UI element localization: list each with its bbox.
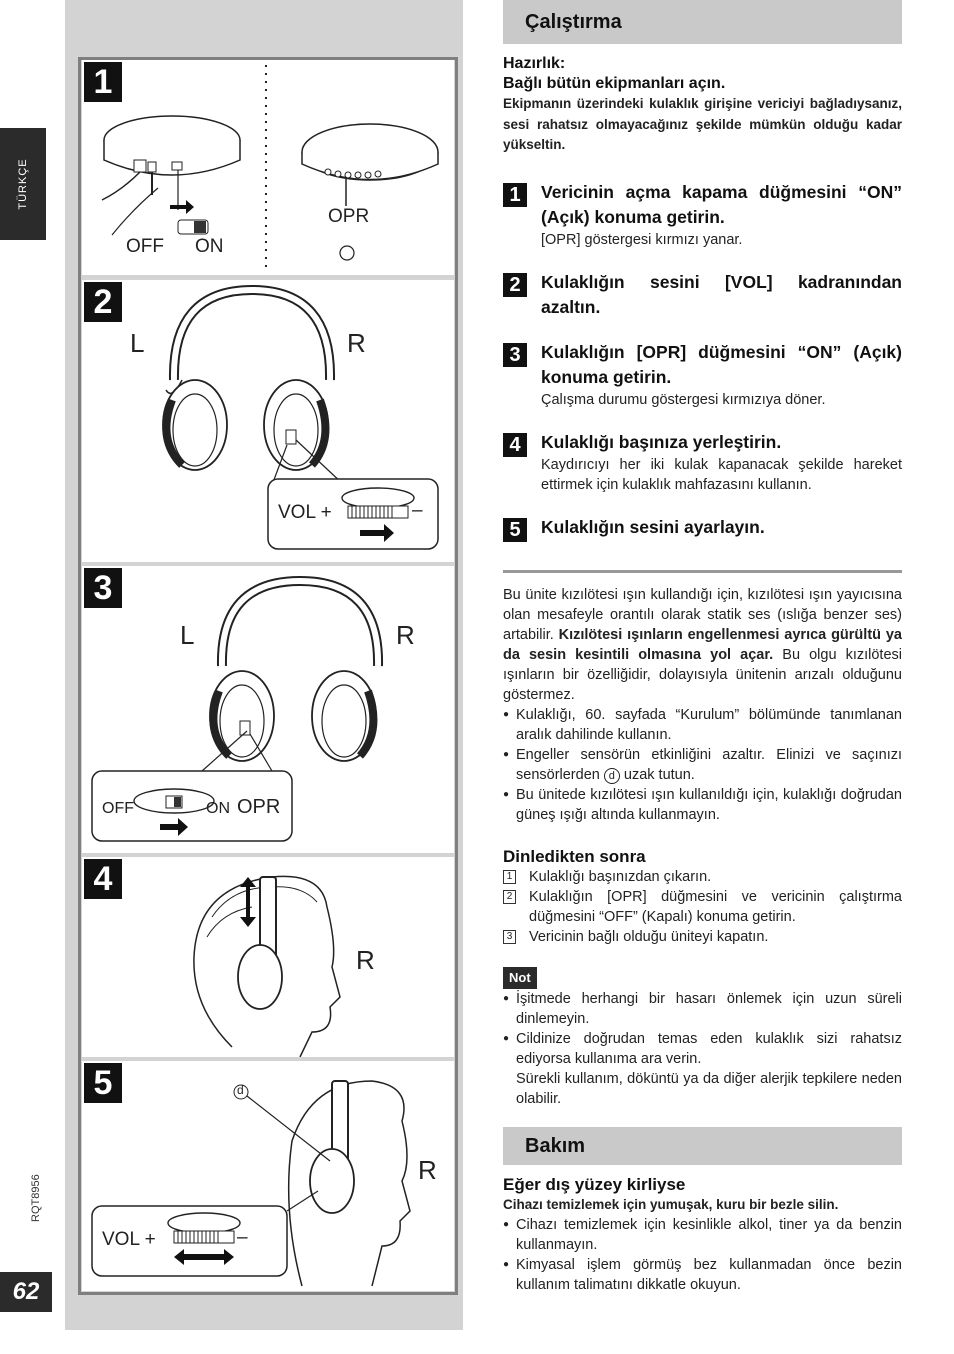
step-number-3: 3: [503, 343, 527, 367]
switch-off-label: OFF: [126, 236, 164, 257]
vol-minus-label: –: [237, 1227, 248, 1248]
info-bullet-2: [503, 745, 902, 785]
page-number: 62: [0, 1272, 52, 1312]
note-badge: Not: [503, 967, 537, 989]
step-number-5: 5: [503, 518, 527, 542]
right-ear-label: R: [356, 945, 375, 975]
switch-on-label: ON: [195, 236, 224, 257]
after-item-text: Kulaklığı başınızdan çıkarın.: [529, 868, 712, 885]
info-bullet-2-text: Engeller sensörün etkinliğini azaltır. Elinizi ve saçınızı sensörlerden: [516, 746, 902, 783]
info-text-bold: Kızılötesi ışınların engellenmesi ayrıca gürültü ya da sesin kesintili olmasına yol açar.: [503, 626, 902, 663]
right-ear-label: R: [418, 1155, 437, 1185]
vol-plus-label: VOL +: [278, 502, 332, 523]
step-1-title: Vericinin açma kapama düğmesini “ON” (Açık) konuma getirin.: [541, 181, 902, 227]
figure-number-3: 3: [84, 568, 122, 608]
language-tab: [0, 128, 46, 240]
prep-heading: Hazırlık:: [503, 55, 566, 72]
after-item-3: [503, 927, 902, 947]
after-item-number: 1: [503, 870, 516, 884]
step-4-title: Kulaklığı başınıza yerleştirin.: [541, 431, 782, 452]
after-item-1: [503, 867, 902, 887]
step-5-title: Kulaklığın sesini ayarlayın.: [541, 516, 765, 537]
step-number-1: 1: [503, 183, 527, 207]
after-item-2: [503, 887, 902, 927]
figure-number-1: 1: [84, 62, 122, 102]
note-extra: Sürekli kullanım, döküntü ya da diğer alerjik tepkilere neden olabilir.: [516, 1070, 902, 1107]
operation-section-title: Çalıştırma: [503, 0, 902, 44]
care-bullet-2: ● Kimyasal işlem görmüş bez kullanmadan önce bezin kullanım talimatını dikkatle okuyun.: [503, 1255, 902, 1295]
right-ear-label: R: [396, 620, 415, 650]
section-divider: [503, 570, 902, 573]
after-listening-heading: Dinledikten sonra: [503, 846, 646, 866]
step-4: [503, 430, 902, 495]
info-bullet-3: ● Bu ünitede kızılötesi ışın kullanıldığı için, kulaklığı doğrudan güneş ışığı altında kullanmayın.: [503, 785, 902, 825]
left-ear-label: L: [130, 328, 145, 358]
step-1: [503, 180, 902, 250]
vol-plus-label: VOL +: [102, 1229, 156, 1250]
infrared-info-paragraph: [503, 585, 902, 705]
text-column: [503, 0, 902, 1295]
step-1-desc: [OPR] göstergesi kırmızı yanar.: [541, 231, 743, 248]
right-ear-label: R: [347, 328, 366, 358]
opr-off-label: OFF: [102, 800, 134, 817]
model-code: RQT8956: [30, 1174, 42, 1222]
after-item-number: 3: [503, 930, 516, 944]
step-3: [503, 340, 902, 410]
note-bullet-1: ● İşitmede herhangi bir hasarı önlemek için uzun süreli dinlemeyin.: [503, 989, 902, 1029]
after-item-number: 2: [503, 890, 516, 904]
care-section-title: Bakım: [503, 1127, 902, 1165]
note-bullet-2: ● Cildinize doğrudan temas eden kulaklık sizi rahatsız ediyorsa kullanıma ara verin.: [503, 1029, 902, 1069]
sensor-label: d: [237, 1083, 244, 1097]
figure-number-4: 4: [84, 859, 122, 899]
step-3-desc: Çalışma durumu göstergesi kırmızıya döner.: [541, 391, 826, 408]
step-number-2: 2: [503, 273, 527, 297]
step-3-title: Kulaklığın [OPR] düğmesini “ON” (Açık) konuma getirin.: [541, 341, 902, 387]
opr-on-label: ON: [206, 800, 230, 817]
care-bullet-1: ● Cihazı temizlemek için kesinlikle alkol, tiner ya da benzin kullanmayın.: [503, 1215, 902, 1255]
step-number-4: 4: [503, 433, 527, 457]
step-5: [503, 515, 902, 540]
info-text-2: Bu olgu kızılötesi ışınların bir özelliğidir, dolayısıyla ünitenin arızalı olduğunu göstermez.: [503, 646, 902, 703]
prep-subheading: Bağlı bütün ekipmanları açın.: [503, 75, 726, 92]
left-ear-label: L: [180, 620, 195, 650]
care-bold-line: Cihazı temizlemek için yumuşak, kuru bir bezle silin.: [503, 1196, 839, 1212]
opr-switch-label: OPR: [237, 796, 281, 818]
opr-indicator-label: OPR: [328, 206, 370, 227]
after-item-text: Kulaklığın [OPR] düğmesini ve vericinin çalıştırma düğmesini “OFF” (Kapalı) konuma getirin.: [529, 888, 902, 925]
figure-frame: [78, 57, 458, 1295]
language-tab-label: TÜRKÇE: [17, 158, 29, 210]
info-bullet-2-end: uzak tutun.: [619, 766, 695, 783]
figure-number-2: 2: [84, 282, 122, 322]
step-4-desc: Kaydırıcıyı her iki kulak kapanacak şekilde hareket ettirmek için kulaklık mahfazasını kullanın.: [541, 456, 902, 493]
step-2: [503, 270, 902, 320]
info-bullet-1: ● Kulaklığı, 60. sayfada “Kurulum” bölümünde tanımlanan aralık dahilinde kullanın.: [503, 705, 902, 745]
prep-text: Ekipmanın üzerindeki kulaklık girişine vericiyi bağladıysanız, sesi rahatsız olmayacağınız şekilde mümkün olduğu kadar yükseltin.: [503, 96, 902, 152]
care-heading: Eğer dış yüzey kirliyse: [503, 1174, 686, 1194]
sensor-mark: d: [604, 768, 620, 784]
figure-number-5: 5: [84, 1063, 122, 1103]
step-2-title: Kulaklığın sesini [VOL] kadranından azaltın.: [541, 271, 902, 317]
after-item-text: Vericinin bağlı olduğu üniteyi kapatın.: [529, 928, 769, 945]
vol-minus-label: –: [412, 500, 423, 521]
info-text-1: Bu ünite kızılötesi ışın kullandığı için, kızılötesi ışın yayıcısına olan mesafeyle orantılı olarak statik ses (ıslığa benzer ses) artabilir.: [503, 586, 902, 643]
